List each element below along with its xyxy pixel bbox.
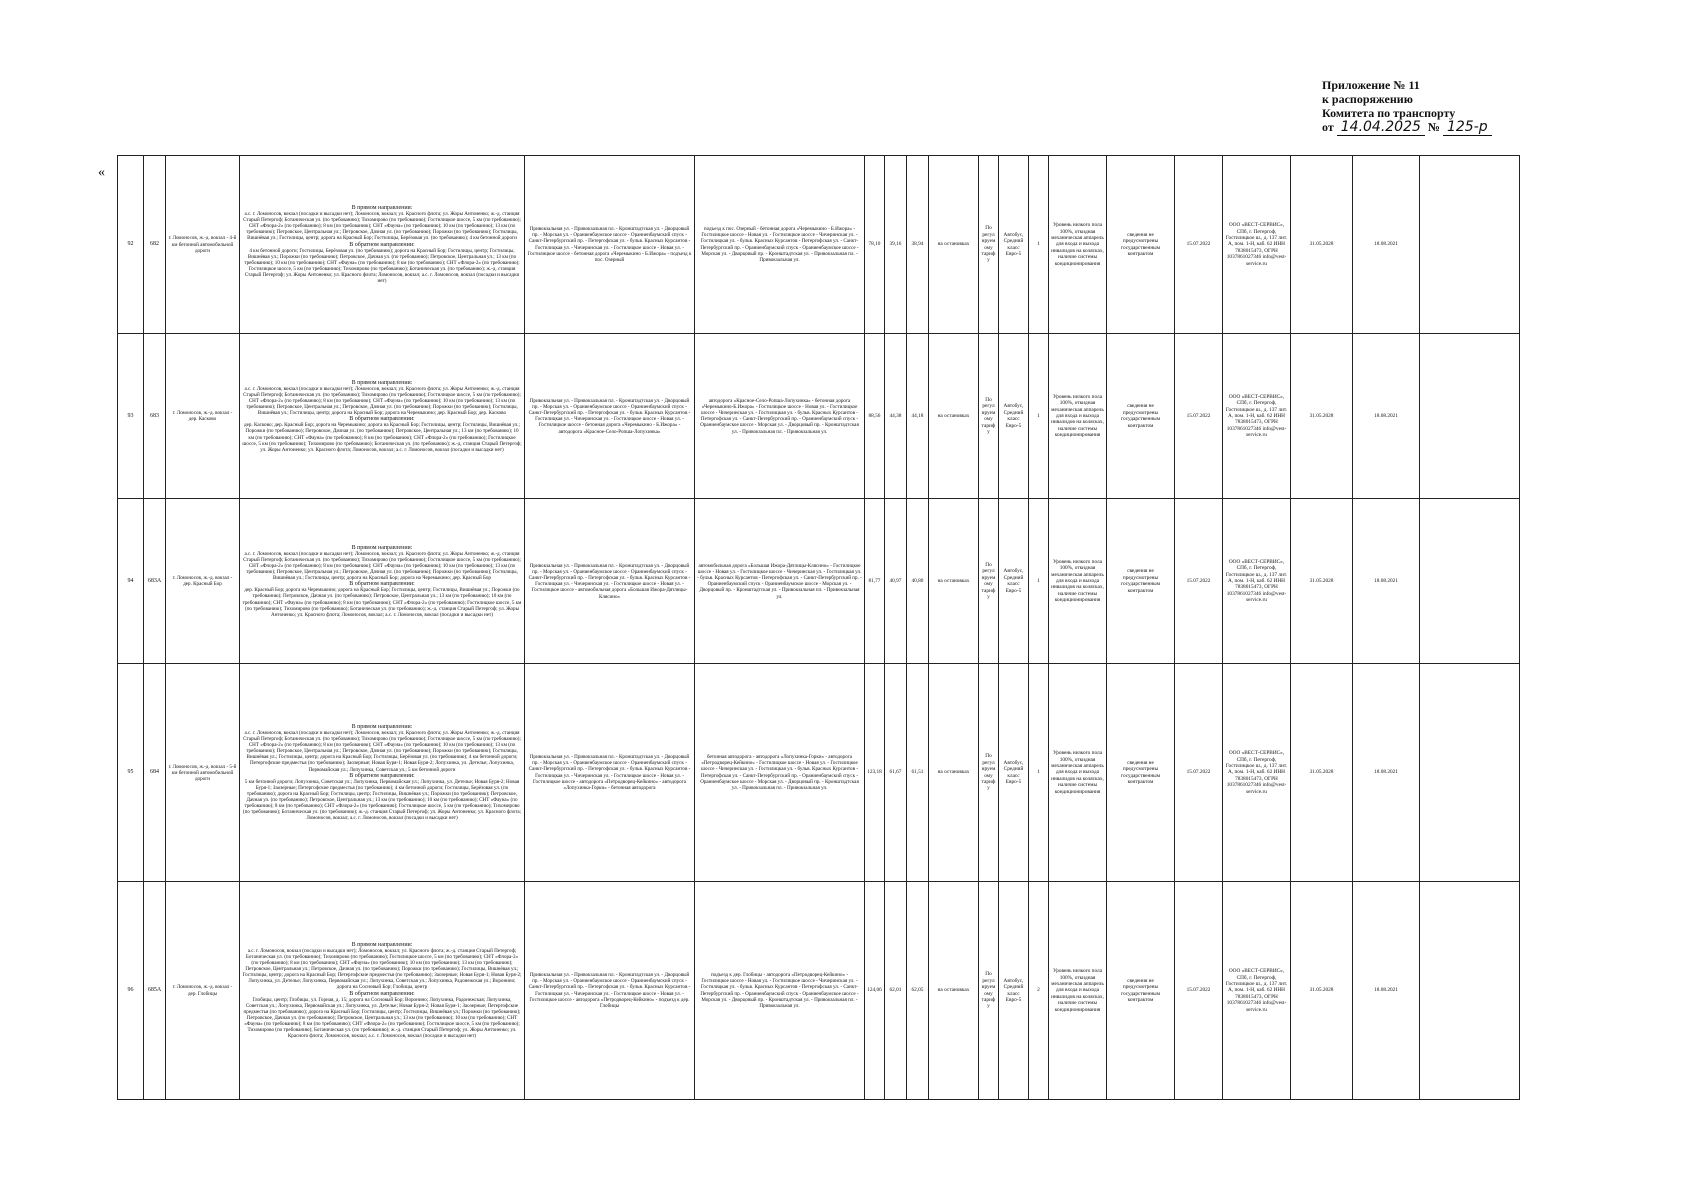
tariff-type: По регулируемому тарифу [979,156,999,334]
length-reverse: 61,51 [907,664,929,882]
route-name: г. Ломоносов, ж.-д. вокзал - дер. Глобицы [166,882,240,1100]
length-reverse: 38,94 [907,156,929,334]
streets-forward: Привокзальная ул. - Привокзальная пл. - Кронштадтская ул. - Дворцовый пр. - Морская ул. - Ораниенбаумское шоссе - Ораниенбаумский спуск - Санкт-Петербургский пр. - Петергофская ул. - бульв. Красных Курсантов - Гостилицкая ул. - Чичеринская ул. - Гостилицкое шоссе - Новая ул. - Гостилицкое шоссе - бетонная дорога «Черемыкино - Б.Ижора» - подъезд к пос. Озерный [525,156,695,334]
table-row [118,334,1520,499]
length-total: 81,77 [865,499,885,664]
table-row [118,499,1520,664]
forward-heading: В прямом направлении: [351,941,413,948]
stops-list [240,499,525,664]
subsidy-info: сведения не предусмотрены государственным контрактом [1107,882,1175,1100]
vehicle-requirements: Уровень низкого пола 100%, откидная механическая аппарель для входа и выхода инвалидов на колясках, наличие системы кондиционирования [1049,156,1107,334]
carrier-info: ООО «ВЕСТ-СЕРВИС», СПб, г. Петергоф, Гостилицкое ш., д. 137 лит. А, пом. 1-Н, каб. 62 ИНН 7838015473, ОГРН 1037861027346 info@vest-service.ru [1223,499,1291,664]
reverse-stops: 4 км бетонной дороги; Гостилицы, Берёзовая ул. (по требованию); дорога на Красный Бор; Гостилицы, центр; Гостилицы, Вишнёвая ул.; Порожки (по требованию); Петровское, Дачная ул. (по требованию); Петровское, Центральная ул.; 13 км (по требованию); 10 км (по требованию); СНТ «Фауна» (по требованию); 8 км (по требованию); СНТ «Флора-2» (по требованию); Гостилицкое шоссе, 5 км (по требованию); Тихомирово (по требованию); Ботаническая ул. (по требованию); ж.-д. станция Старый Петергоф; ул. Жоры Антоненко; ул. Красного флота; Ломоносов, вокзал; а.с. г. Ломоносов, вокзал (посадки и высадки нет) [244,247,520,285]
committee-name: Комитета по транспорту [1322,106,1456,120]
forward-stops: а.с. г. Ломоносов, вокзал (посадки и высадки нет); Ломоносов, вокзал; ул. Красного флота; ул. Жоры Антоненко; ж.-д. станция Старый Петергоф; Ботаническая ул. (по требованию); Тихомирово (по требованию); Гостилицкое шоссе, 5 км (по требованию); СНТ «Флора-2» (по требованию); 8 км (по требованию); СНТ «Фауна» (по требованию); 10 км (по требованию); 13 км (по требованию); Петровское, Центральная ул.; Петровское, Дачная ул. (по требованию); Порожки (по требованию); Гостилицы, Вишнёвая ул.; Гостилицы, центр; дорога на Красный Бор; дорога на Черемыкино; дер. Красный Бор [243,550,521,582]
end-date: 31.05.2028 [1291,499,1353,664]
length-total: 124,06 [865,882,885,1100]
start-date: 15.07.2022 [1175,334,1223,499]
stops-order: на остановках [929,882,979,1100]
carrier-info: ООО «ВЕСТ-СЕРВИС», СПб, г. Петергоф, Гостилицкое ш., д. 137 лит. А, пом. 1-Н, каб. 62 ИНН 7838015473, ОГРН 1037861027346 info@vest-service.ru [1223,664,1291,882]
tariff-type: По регулируемому тарифу [979,882,999,1100]
route-number: 684 [144,664,166,882]
length-reverse: 62,05 [907,882,929,1100]
reverse-stops: дер. Касково; дер. Красный Бор; дорога на Черемыкино; дорога на Красный Бор; Гостилицы, центр; Гостилицы, Вишнёвая ул.; Порожки (по требованию); Петровское, Дачная ул. (по требованию); Петровское, Центральная ул.; 13 км (по требованию); 10 км (по требованию); СНТ «Фауна» (по требованию); 8 км (по требованию); СНТ «Флора-2» (по требованию); Гостилицкое шоссе, 5 км (по требованию); Тихомирово (по требованию); Ботаническая ул. (по требованию); ж.-д. станция Старый Петергоф; ул. Жоры Антоненко; ул. Красного флота; Ломоносов, вокзал; а.с. г. Ломоносов, вокзал (посадки и высадки нет) [242,422,522,453]
stops-list [240,334,525,499]
route-number: 682 [144,156,166,334]
empty-cell [1420,664,1520,882]
registration-date: 18.08.2021 [1353,156,1420,334]
streets-forward: Привокзальная ул. - Привокзальная пл. - Кронштадтская ул. - Дворцовый пр. - Морская ул. - Ораниенбаумское шоссе - Ораниенбаумский спуск - Санкт-Петербургский пр. - Петергофская ул. - бульв. Красных Курсантов - Гостилицкая ул. - Чичеринская ул. - Гостилицкое шоссе - Новая ул. - Гостилицкое шоссе - автодорога «Петродворец-Кейкино» - автодорога «Лопухинка-Горки» - бетонная автодорога [525,664,695,882]
start-date: 15.07.2022 [1175,499,1223,664]
date-prefix: от [1322,120,1334,134]
subsidy-info: сведения не предусмотрены государственным контрактом [1107,334,1175,499]
route-name: г. Ломоносов, ж.-д. вокзал - дер. Касково [166,334,240,499]
length-forward: 61,67 [885,664,907,882]
route-number: 685А [144,882,166,1100]
tariff-type: По регулируемому тарифу [979,664,999,882]
registration-date: 18.08.2021 [1353,664,1420,882]
appendix-title: Приложение № 11 [1322,78,1420,92]
reverse-heading: В обратном направлении: [349,990,415,997]
carrier-info: ООО «ВЕСТ-СЕРВИС», СПб, г. Петергоф, Гостилицкое ш., д. 137 лит. А, пом. 1-Н, каб. 62 ИНН 7838015473, ОГРН 1037861027346 info@vest-service.ru [1223,156,1291,334]
length-reverse: 44,18 [907,334,929,499]
length-forward: 44,38 [885,334,907,499]
stops-list [240,664,525,882]
end-date: 31.05.2028 [1291,882,1353,1100]
route-name: г. Ломоносов, ж.-д. вокзал - 5-й км бетонной автомобильной дороги [166,664,240,882]
stops-order: на остановках [929,499,979,664]
end-date: 31.05.2028 [1291,156,1353,334]
registration-date: 18.08.2021 [1353,882,1420,1100]
forward-stops: а.с. г. Ломоносов, вокзал (посадки и высадки нет); Ломоносов, вокзал; ул. Красного флота; ж.-д. станция Старый Петергоф; Ботаническая ул. (по требованию); Тихомирово (по требованию); Гостилицкое шоссе, 5 км (по требованию); СНТ «Флора-2» (по требованию); 8 км (по требованию); СНТ «Фауна» (по требованию); 10 км (по требованию); 13 км (по требованию); Петровское, Центральная ул.; Петровское, Дачная ул. (по требованию); Порожки (по требованию); Гостилицы, Вишнёвая ул.; Гостилицы, центр; дорога на Красный Бор; Петергофские предместья (по требованию); Заозерные; Новая Буря-1; Новая Буря-2; Лопухинка, ул. Детелье; Лопухинка, Первомайская ул.; Лопухинка, Советская ул.; Лопухинка, Радонежская ул.; Воронино; дорога на Сосновый Бор; Глобицы, центр [242,947,522,991]
route-number: 683 [144,334,166,499]
reverse-stops: дер. Красный Бор; дорога на Черемыкино; дорога на Красный Бор; Гостилицы, центр; Гостилицы, Вишнёвая ул.; Порожки (по требованию); Петровское, Дачная ул. (по требованию); Петровское, Центральная ул.; 13 км (по требованию); 10 км (по требованию); СНТ «Фауна» (по требованию); 8 км (по требованию); СНТ «Флора-2» (по требованию); Гостилицкое шоссе, 5 км (по требованию); Тихомирово (по требованию); Ботаническая ул. (по требованию); ж.-д. станция Старый Петергоф; ул. Жоры Антоненко; ул. Красного флота; Ломоносов, вокзал; а.с. г. Ломоносов, вокзал (посадки и высадки нет) [242,587,522,618]
subsidy-info: сведения не предусмотрены государственным контрактом [1107,499,1175,664]
subsidy-info: сведения не предусмотрены государственным контрактом [1107,156,1175,334]
opening-quote: « [98,165,105,180]
end-date: 31.05.2028 [1291,334,1353,499]
vehicle-count: 1 [1029,334,1049,499]
empty-cell [1420,334,1520,499]
order-date-line [1322,120,1622,134]
streets-reverse: подъезд к дер. Глобицы - автодорога «Петродворец-Кейкино» - Гостилицкое шоссе - Новая ул. - Гостилицкое шоссе - Чичеринская ул. - Гостилицкая ул. - бульв. Красных Курсантов - Петергофская ул. - Санкт-Петербургский пр. - Ораниенбаумский спуск - Ораниенбаумское шоссе - Морская ул. - Дворцовый пр. - Кронштадтская ул. - Привокзальная пл. - Привокзальная ул. [695,882,865,1100]
vehicle-count: 1 [1029,156,1049,334]
number-prefix: № [1427,120,1440,134]
route-name: г. Ломоносов, ж.-д. вокзал - дер. Красный Бор [166,499,240,664]
stops-order: на остановках [929,156,979,334]
vehicle-count: 1 [1029,664,1049,882]
routes-table [117,155,1520,1100]
row-index: 95 [118,664,144,882]
carrier-info: ООО «ВЕСТ-СЕРВИС», СПб, г. Петергоф, Гостилицкое ш., д. 137 лит. А, пом. 1-Н, каб. 62 ИНН 7838015473, ОГРН 1037861027346 info@vest-service.ru [1223,334,1291,499]
forward-heading: В прямом направлении: [351,205,413,211]
tariff-type: По регулируемому тарифу [979,499,999,664]
stops-list [240,882,525,1100]
stops-order: на остановках [929,664,979,882]
order-date: 14.04.2025 [1337,119,1425,136]
vehicle-type: Автобус, Средний класс Евро-5 [999,156,1029,334]
start-date: 15.07.2022 [1175,882,1223,1100]
start-date: 15.07.2022 [1175,664,1223,882]
vehicle-type: Автобус, Средний класс Евро-5 [999,664,1029,882]
tariff-type: По регулируемому тарифу [979,334,999,499]
length-forward: 62,01 [885,882,907,1100]
length-total: 123,18 [865,664,885,882]
length-total: 78,10 [865,156,885,334]
route-name: г. Ломоносов, ж.-д. вокзал - 4-й км бетонной автомобильной дороги [166,156,240,334]
subsidy-info: сведения не предусмотрены государственным контрактом [1107,664,1175,882]
vehicle-requirements: Уровень низкого пола 100%, откидная механическая аппарель для входа и выхода инвалидов на колясках, наличие системы кондиционирования [1049,882,1107,1100]
empty-cell [1420,156,1520,334]
length-forward: 39,16 [885,156,907,334]
table-row [118,882,1520,1100]
table-row [118,664,1520,882]
reverse-heading: В обратном направлении: [349,581,415,588]
stops-list [240,156,525,334]
reverse-stops: Глобицы, центр; Глобицы, ул. Горная, д. 15; дорога на Сосновый Бор; Воронино; Лопухинка, Радонежская; Лопухинка, Советская ул.; Лопухинка, Первомайская ул.; Лопухинка, ул. Детелье; Новая Буря-2; Новая Буря-1; Заозерные; Петергофские предместья (по требованию); дорога на Красный Бор; Гостилицы, центр; Гостилицы, Вишнёвая ул.; Порожки (по требованию); Петровское, Дачная ул. (по требованию); Петровское, Центральная ул.; 13 км (по требованию); 10 км (по требованию); СНТ «Фауна» (по требованию); 8 км (по требованию); СНТ «Флора-2» (по требованию); Гостилицкое шоссе, 5 км (по требованию); Тихомирово (по требованию); Ботаническая ул. (по требованию); ж.-д. станция Старый Петергоф; ул. Жоры Антоненко; ул. Красного флота; Ломоносов, вокзал; а.с. г. Ломоносов, вокзал (посадки и высадки нет) [243,996,521,1040]
stops-order: на остановках [929,334,979,499]
forward-stops: а.с. г. Ломоносов, вокзал (посадки и высадки нет); Ломоносов, вокзал; ул. Красного флота; ул. Жоры Антоненко; ж.-д. станция Старый Петергоф; Ботаническая ул. (по требованию); Тихомирово (по требованию); Гостилицкое шоссе, 5 км (по требованию); СНТ «Флора-2» (по требованию); 8 км (по требованию); СНТ «Фауна» (по требованию); 10 км (по требованию); 13 км (по требованию); Петровское, Центральная ул.; Петровское, Дачная ул. (по требованию); Порожки (по требованию); Гостилицы, Вишнёвая ул.; Гостилицы, центр; дорога на Красный Бор; Гостилицы, Берёзовая ул. (по требованию); 4 км бетонной дороги; Петергофские предместья (по требованию); Заозерные; Новая Буря-1; Новая Буря-2; Лопухинка, ул. Детелье; Лопухинка, Первомайская ул.; Лопухинка, Советская ул.; 5 км бетонной дороги [243,730,521,773]
forward-heading: В прямом направлении: [351,379,413,386]
streets-reverse: бетонная автодорога - автодорога «Лопухинка-Горки» - автодорога «Петродворец-Кейкино» - Гостилицкое шоссе - Новая ул. - Гостилицкое шоссе - Чичеринская ул. - Гостилицкая ул. - бульв. Красных Курсантов - Петергофская ул. - Санкт-Петербургский пр. - Ораниенбаумский спуск - Ораниенбаумское шоссе - Морская ул. - Дворцовый пр. - Кронштадтская ул. - Привокзальная пл. - Привокзальная ул. [695,664,865,882]
row-index: 92 [118,156,144,334]
streets-reverse: автодорога «Красное-Село-Ропша-Лопухинка» - бетонная дорога «Черемыкино-Б.Ижора» - Гостилицкое шоссе - Новая ул. - Гостилицкое шоссе - Чичеринская ул. - Гостилицкая ул. - бульв. Красных Курсантов - Петергофская ул. - Санкт-Петербургский пр. - Ораниенбаумский спуск - Ораниенбаумское шоссе - Морская ул. - Дворцовый пр. - Кронштадтская ул. - Привокзальная пл. - Привокзальная ул. [695,334,865,499]
order-number: 125-р [1443,119,1492,136]
reverse-heading: В обратном направлении: [349,416,415,423]
registration-date: 18.08.2021 [1353,334,1420,499]
vehicle-type: Автобус, Средний класс Евро-5 [999,499,1029,664]
forward-heading: В прямом направлении: [351,723,413,730]
vehicle-requirements: Уровень низкого пола 100%, откидная механическая аппарель для входа и выхода инвалидов на колясках, наличие системы кондиционирования [1049,334,1107,499]
streets-forward: Привокзальная ул. - Привокзальная пл. - Кронштадтская ул. - Дворцовый пр. - Морская ул. - Ораниенбаумское шоссе - Ораниенбаумский спуск - Санкт-Петербургский пр. - Петергофская ул. - бульв. Красных Курсантов - Гостилицкая ул. - Чичеринская ул. - Гостилицкое шоссе - Новая ул. - Гостилицкое шоссе - бетонная дорога «Черемыкино - Б.Ижора» - автодорога «Красное-Село-Ропша-Лопухинка» [525,334,695,499]
row-index: 96 [118,882,144,1100]
reverse-heading: В обратном направлении: [349,772,415,779]
reverse-heading: В обратном направлении: [349,241,415,248]
vehicle-count: 2 [1029,882,1049,1100]
end-date: 31.05.2028 [1291,664,1353,882]
length-forward: 40,97 [885,499,907,664]
empty-cell [1420,882,1520,1100]
empty-cell [1420,499,1520,664]
forward-stops: а.с. г. Ломоносов, вокзал (посадки и высадки нет); Ломоносов, вокзал; ул. Красного флота; ул. Жоры Антоненко; ж.-д. станция Старый Петергоф; Ботаническая ул. (по требованию); Тихомирово (по требованию); Гостилицкое шоссе, 5 км (по требованию); СНТ «Флора-2» (по требованию); 8 км (по требованию); СНТ «Фауна» (по требованию); 10 км (по требованию); 13 км (по требованию); Петровское, Центральная ул.; Петровское, Дачная ул. (по требованию); Порожки (по требованию); Гостилицы, Вишнёвая ул.; Гостилицы, центр; дорога на Красный Бор; дорога на Черемыкино; дер. Красный Бор; дер. Касково [243,385,521,417]
streets-reverse: подъезд к пос. Озерный - бетонная дорога «Черемыкино - Б.Ижора» - Гостилицкое шоссе - Новая ул. - Гостилицкое шоссе - Чичеринская ул. - Гостилицкая ул. - бульв. Красных Курсантов - Петергофская ул. - Санкт-Петербургский пр. - Ораниенбаумский спуск - Ораниенбаумское шоссе - Морская ул. - Дворцовый пр. - Кронштадтская ул. - Привокзальная пл. - Привокзальная ул. [695,156,865,334]
row-index: 93 [118,334,144,499]
streets-forward: Привокзальная ул. - Привокзальная пл. - Кронштадтская ул. - Дворцовый пр. - Морская ул. - Ораниенбаумское шоссе - Ораниенбаумский спуск - Санкт-Петербургский пр. - Петергофская ул. - бульв. Красных Курсантов - Гостилицкая ул. - Чичеринская ул. - Гостилицкое шоссе - Новая ул. - Гостилицкое шоссе - автодорога «Петродворец-Кейкино» - подъезд к дер. Глобицы [525,882,695,1100]
forward-heading: В прямом направлении: [351,544,413,551]
vehicle-count: 1 [1029,499,1049,664]
vehicle-type: Автобус, Средний класс Евро-5 [999,334,1029,499]
streets-forward: Привокзальная ул. - Привокзальная пл. - Кронштадтская ул. - Дворцовый пр. - Морская ул. - Ораниенбаумское шоссе - Ораниенбаумский спуск - Санкт-Петербургский пр. - Петергофская ул. - бульв. Красных Курсантов - Гостилицкая ул. - Чичеринская ул. - Гостилицкое шоссе - Новая ул. - Гостилицкое шоссе - автомобильная дорога «Большая Ижора-Дятлицы-Клясино» [525,499,695,664]
table-row [118,156,1520,334]
length-total: 88,56 [865,334,885,499]
appendix-subtitle: к распоряжению [1322,92,1413,106]
reverse-stops: 5 км бетонной дороги; Лопухинка, Советская ул.; Лопухинка, Первомайская ул.; Лопухинка, ул. Детелье; Новая Буря-2; Новая Буря-1; Заозерные; Петергофские предместья (по требованию); 4 км бетонной дороги; Гостилицы, Берёзовая ул. (по требованию); дорога на Красный Бор; Гостилицы, центр; Гостилицы, Вишнёвая ул.; Порожки (по требованию); Петровское, Дачная ул. (по требованию); Петровское, Центральная ул.; 13 км (по требованию); 10 км (по требованию); СНТ «Фауна» (по требованию); 8 км (по требованию); СНТ «Флора-2» (по требованию); Гостилицкое шоссе, 5 км (по требованию); Тихомирово (по требованию); Ботаническая ул. (по требованию); ж.-д. станция Старый Петергоф; ул. Жоры Антоненко; ул. Красного флота; Ломоносов, вокзал; а.с. г. Ломоносов, вокзал (посадки и высадки нет) [242,778,522,822]
appendix-header [1322,78,1622,134]
forward-stops: а.с. г. Ломоносов, вокзал (посадки и высадки нет); Ломоносов, вокзал; ул. Красного флота; ул. Жоры Антоненко; ж.-д. станция Старый Петергоф; Ботаническая ул. (по требованию); Тихомирово (по требованию); Гостилицкое шоссе, 5 км (по требованию); СНТ «Флора-2» (по требованию); 8 км (по требованию); СНТ «Фауна» (по требованию); 10 км (по требованию); 13 км (по требованию); Петровское, Центральная ул.; Петровское, Дачная ул. (по требованию); Порожки (по требованию); Гостилицы, Вишнёвая ул.; Гостилицы, центр; дорога на Красный Бор; Гостилицы, Берёзовая ул. (по требованию); 4 км бетонной дороги [243,211,521,242]
vehicle-requirements: Уровень низкого пола 100%, откидная механическая аппарель для входа и выхода инвалидов на колясках, наличие системы кондиционирования [1049,499,1107,664]
registration-date: 18.08.2021 [1353,499,1420,664]
carrier-info: ООО «ВЕСТ-СЕРВИС», СПб, г. Петергоф, Гостилицкое ш., д. 137 лит. А, пом. 1-Н, каб. 62 ИНН 7838015473, ОГРН 1037861027346 info@vest-service.ru [1223,882,1291,1100]
streets-reverse: автомобильная дорога «Большая Ижора-Дятлицы-Клясино» - Гостилицкое шоссе - Новая ул. - Гостилицкое шоссе - Чичеринская ул. - Гостилицкая ул. - бульв. Красных Курсантов - Петергофская ул. - Санкт-Петербургский пр. - Ораниенбаумский спуск - Ораниенбаумское шоссе - Морская ул. - Дворцовый пр. - Кронштадтская ул. - Привокзальная пл. - Привокзальная ул. [695,499,865,664]
start-date: 15.07.2022 [1175,156,1223,334]
route-number: 683А [144,499,166,664]
row-index: 94 [118,499,144,664]
vehicle-type: Автобус, Средний класс Евро-5 [999,882,1029,1100]
vehicle-requirements: Уровень низкого пола 100%, откидная механическая аппарель для входа и выхода инвалидов на колясках, наличие системы кондиционирования [1049,664,1107,882]
length-reverse: 40,80 [907,499,929,664]
